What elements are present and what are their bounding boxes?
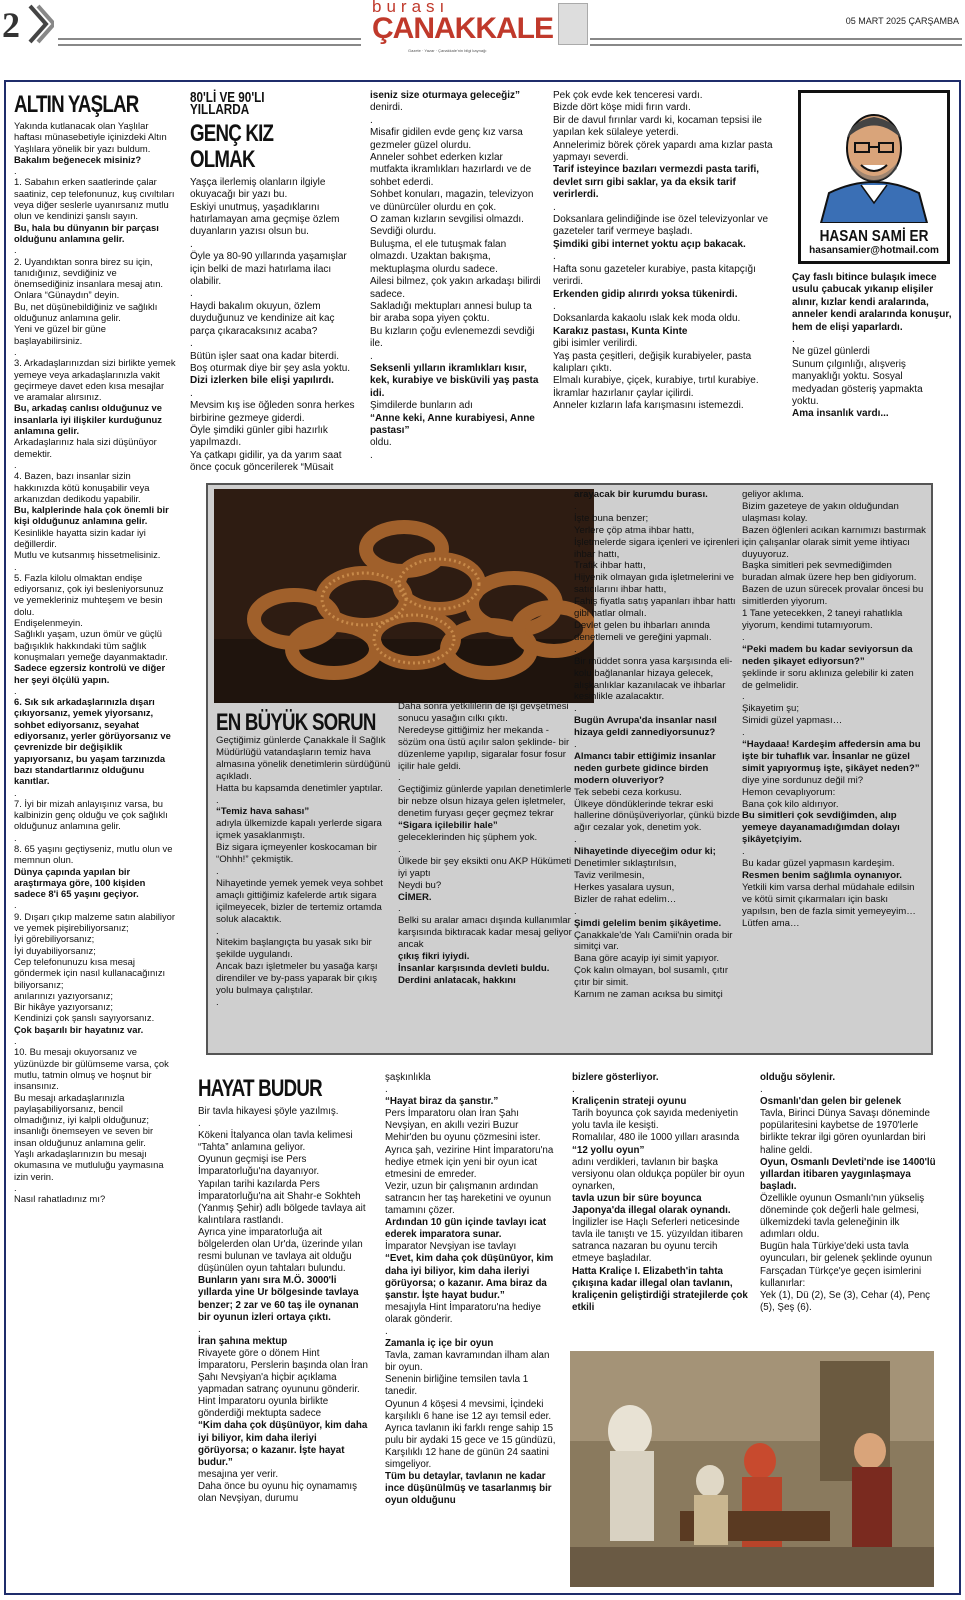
text-line: “Kim daha çok düşünüyor, kim daha iyi biliyor, kim daha ileriyi görüyorsa; o kazanır. İşte hayat budur.” (198, 1420, 368, 1468)
tavla-col-d (760, 1072, 936, 1314)
text-line: Ayrıca tavlanın iki farklı renge sahip 15 pulu bir aydaki 15 gece ve 15 gündüzü, (385, 1422, 556, 1446)
text-line: Arkadaşlarınız hala sizi düşünüyor demektir. (14, 436, 157, 459)
text-line: Osmanlı'dan gelen bir gelenek (760, 1096, 902, 1108)
text-line: Ülkeye döndüklerinde tekrar eski hallerine dönüşüveriyorlar, çünkü bizde ağır cezalar yok, denetim yok. (574, 798, 740, 834)
text-line: Bu, hala bu dünyanın bir parçası olduğunu anlamına gelir. (14, 221, 159, 244)
text-line: Yaş pasta çeşitleri, değişik kurabiyeler, pasta kalıpları çıktı. (553, 350, 752, 374)
text-line: Bu kızların çoğu evlenemezdi sevdiği ile. (370, 325, 535, 350)
text-line: Bütün işler saat ona kadar biterdi. (190, 350, 339, 362)
text-line: 9. Dışarı çıkıp malzeme satın alabiliyor ve yemek pişirebiliyorsanız; (14, 910, 175, 934)
text-line: Çay faslı bitince bulaşık imece usulu çabucak yıkanıp elişiler alınır, kızlar kendi aralarında, anneler kendi aralarında konuşur, hem de elişi yaparlardı. (792, 272, 952, 333)
tavla-painting (570, 1351, 934, 1587)
text-line: Hint İmparatoru oyunla birlikte gönderdiği mektupta sadece (198, 1396, 329, 1420)
text-line: Başka simitleri pek sevmediğimden buradan almak üzere hep ben gidiyorum. (742, 560, 917, 584)
text-line: Karakız pastası, Kunta Kinte (553, 325, 688, 337)
text-line: Kökeni İtalyanca olan tavla kelimesi “Tahta” anlamına geliyor. (198, 1130, 353, 1154)
text-line: . (742, 846, 745, 858)
text-line: çıkış fikri iyiydi. (398, 951, 470, 963)
text-line: İyi duyabiliyorsanız; (14, 944, 96, 956)
text-line: Yapılan tarihi kazılarda Pers İmparatorluğu'na ait Shahr-e Sokhteh (Yanmış Şehir) adlı bölgede tavlaya ait kalıntılara rastlandı. (198, 1178, 366, 1226)
text-line: Kraliçenin strateji oyunu (572, 1096, 687, 1108)
text-line: 8. 65 yaşını geçtiyseniz, mutlu olun ve memnun olun. (14, 843, 173, 866)
text-line: Daha sonra yetkililerin de işi gevşetmesi sonucu yasağın cılkı çıktı. (398, 701, 569, 724)
text-line: Şimdilerde bunların adı (370, 400, 473, 412)
text-line: İyi görebiliyorsanız; (14, 933, 95, 945)
text-line: gibi isimler verilirdi. (553, 338, 638, 350)
text-line: anılarınızı yazıyorsanız; (14, 989, 114, 1001)
text-line: . (574, 643, 577, 655)
logo-portrait-icon (558, 3, 588, 45)
article-title: ALTIN YAŞLAR (14, 91, 139, 118)
text-line: . (574, 739, 577, 751)
text-line: . (14, 684, 17, 696)
text-line: Karşılıklı 12 hane de günün 24 saatini simgeliyor. (385, 1446, 549, 1470)
text-line: Taviz verilmesin, (574, 870, 645, 881)
tavla-col-c (572, 1072, 748, 1314)
text-line: . (398, 903, 401, 915)
text-line: . (398, 772, 401, 784)
text-line: 5. Fazla kilolu olmaktan endişe ediyorsanız, çok iyi besleniyorsunuz ve yemekleriniz muhteşem ve besin dolu. (14, 571, 164, 617)
text-line: . (198, 1118, 201, 1130)
text-line: Bugün Avrupa'da insanlar nasıl hizaya geldi zannediyorsunuz? (574, 715, 717, 739)
text-line: Mevsim kış ise öğleden sonra herkes birbirine gezmeye giderdi. (190, 400, 355, 424)
text-line: 3. Arkadaşlarınızdan sizi birlikte yemek yemeye veya arkadaşlarınızla vakit geçirmeye davet eden kısa mesajlar ve aramalar alırsınız. (14, 357, 176, 403)
text-line: Dünya çapında yapılan bir araştırmaya göre, 100 kişiden sadece 8'i 65 yaşını geçiyor. (14, 865, 146, 900)
text-line: Şimdiki gibi internet yoktu açıp bakacak. (553, 238, 746, 250)
text-line: . (742, 631, 745, 643)
text-line: Neydi bu? (398, 879, 442, 891)
text-line: . (190, 288, 193, 300)
text-line: Bu, net düşünebildiğiniz ve sağlıklı olduğunuz anlamına gelir. (14, 300, 158, 324)
text-line: Oyunun geçmişi ise Pers İmparatorluğu'na dayanıyor. (198, 1154, 320, 1178)
text-line: Ya çatkapı gidilir, ya da yarım saat önce çocuk göncerilerek “Müsait (190, 449, 342, 474)
text-line: Zamanla iç içe bir oyun (385, 1338, 494, 1350)
text-line: . (385, 1325, 388, 1337)
text-line: Nihayetinde diyeceğim odur ki; (574, 846, 716, 858)
text-line: Sevdiği olurdu. (370, 226, 437, 238)
text-line: Bir müddet sonra yasa karşısında eli-kolu bağlananlar hizaya gelecek, alışkanlıklar kazanılacak ve ihbarlar kesinlikle azalacaktır. (574, 655, 733, 703)
text-line: Yaşça ilerlemiş olanların ilgiyle okuyacağı bir yazı bu. (190, 176, 326, 201)
text-line: Sağlıklı yaşam, uzun ömür ve güçlü bağışıklık hakkındaki tüm sağlık konuşmaları yemeğe dayanmaktadır. (14, 628, 168, 662)
gray-col-b (398, 701, 576, 987)
text-line: Mutlu ve kutsanmış hissetmelisiniz. (14, 549, 161, 561)
text-line: Herkes yasalara uysun, (574, 881, 675, 893)
text-line: 2. Uyandıktan sonra birez su için, tanıdığınız, sevdiğiniz ve önemsediğiniz insanlara mesaj atın. (14, 255, 164, 290)
text-line: “Hayat biraz da şanstır.” (385, 1096, 499, 1108)
text-line: 6. Sık sık arkadaşlarınızla dışarı çıkıyorsanız, yemek yiyorsanız, sohbet ediyorsanız, seyahat ediyorsanız, yerler görüyorsanız ve çevrenizde bir değişiklik yapıyorsanız, bu yaşam tarzınızda bazı standartlarınız olduğunu kanıtlar. (14, 696, 171, 787)
newspaper-logo[interactable]: ÇANAKKALE (372, 12, 553, 45)
text-line: Belki su aralar amacı dışında kullanımlar karşısında biktıracak kadar mesaj geliyor ancak (398, 915, 572, 951)
text-line: Ancak bazı işletmeler bu yasağa karşı direndiler ve by-pass yaparak bir çıkış yolu bulmaya çalıştılar. (216, 961, 378, 997)
text-line: 1. Sabahın erken saatlerinde çalar saatiniz, cep telefonunuz, kuş cıvıltıları veya diğer seslerle uyanırsanız mutlu olun ve kendinizi şanslı sayın. (14, 176, 175, 222)
text-line: Erkenden gidip alırırdı yoksa tükenirdi. (553, 288, 738, 300)
text-line: Seksenli yılların ikramlıkları kısır, kek, kurabiye ve bisküvili yaş pasta idi. (370, 362, 539, 399)
text-line: Öyle ya 80-90 yıllarında yaşamışlar için belki de mazi hatırlama ilacı olabilir. (190, 251, 347, 288)
text-line: “12 yollu oyun” (572, 1144, 645, 1156)
text-line: Daha önce bu oyunu hiç oynamamış olan Nevşiyan, durumu (198, 1480, 358, 1504)
text-line: Sadece egzersiz kontrolü ve diğer her şeyi ölçülü yapın. (14, 662, 166, 685)
text-line: Bana göre acayip iyi simit yapıyor. (574, 953, 720, 965)
text-line: Simidi güzel yapması… (742, 715, 843, 727)
article-title: EN BÜYÜK SORUN (216, 709, 376, 736)
text-line: Eskiyi unutmuş, yaşadıklarını hatırlamayan ama geçmişe özlem duyanların yazısı olsun bu. (190, 201, 340, 238)
text-line: Biz sigara içmeyenler koskocaman bir “Ohhh!” çekmiştik. (216, 842, 378, 866)
text-line: Derdini anlatacak, hakkını (398, 974, 516, 986)
text-line: şeklinde ir soru aklınıza gelebilir ki zaten de gelmelidir. (742, 667, 914, 691)
text-line: . (14, 899, 17, 911)
text-line: Bu simitleri çok sevdiğimden, alıp yemeye dayanamadığımdan dolayı şikâyetçiyim. (742, 810, 900, 846)
gray-col-a (216, 735, 392, 1009)
simit-photo (214, 489, 594, 703)
text-line: . (198, 1323, 201, 1335)
header-rule-left (58, 38, 361, 46)
text-line: Hatta bu kapsamda denetimler yaptılar. (216, 782, 383, 794)
text-line: Ama insanlık vardı... (792, 408, 889, 420)
text-line: . (14, 345, 17, 357)
author-portrait (801, 93, 947, 223)
text-line: Denetimler sıklaştırılsın, (574, 858, 677, 870)
text-line: Bu, arkadaş canlısı olduğunuz ve insanlarla iyi ilişkiler kurduğunuz anlamına gelir. (14, 402, 162, 437)
text-line: Sohbet konuları, magazin, televizyon ve dünürcüler olurdu en çok. (370, 189, 534, 213)
text-line: 1 Tane yetecekken, 2 taneyi rahatlıkla yiyorum, kendimi tutamıyorum. (742, 608, 903, 631)
text-line: Ayrıca şah, vezirine Hint İmparatoru'na hediye etmek için yeni bir oyun icat etmesini de emreder. (385, 1144, 554, 1180)
text-line: Elmalı kurabiye, çiçek, kurabiye, tırtıl kurabiye. (553, 375, 759, 387)
text-line: Boş oturmak diye bir şey asla yoktu. (190, 362, 351, 374)
text-line: Çanakkale'de Yalı Camii'nin orada bir simitçi var. (574, 929, 733, 953)
text-line: . (14, 1035, 17, 1047)
text-line: Şikayetim şu; (742, 703, 800, 715)
text-line: “Anne keki, Anne kurabiyesi, Anne pastası” (370, 412, 535, 436)
issue-date: 05 MART 2025 ÇARŞAMBA (845, 16, 959, 26)
text-line: . (216, 794, 219, 806)
text-line: Senenin birliğine temsilen tavla 1 tanedir. (385, 1374, 529, 1398)
text-line: Doksanlarda kakaolu ıslak kek moda oldu. (553, 313, 741, 325)
text-line: . (14, 165, 17, 177)
text-line: Hemon cevaplıyorum: (742, 786, 836, 798)
text-line: “Temiz hava sahası” (216, 806, 310, 818)
text-line: Bazen de uzun sürecek provalar öncesi bu simitlerden yiyorum. (742, 584, 924, 608)
text-line: Annelerimiz börek çörek yapardı ama kızlar pasta yapmayı severdi. (553, 139, 773, 164)
text-line: tavla uzun bir süre boyunca Japonya'da illegal olarak oynandı. (572, 1192, 731, 1217)
text-line: Hafta sonu gazeteler kurabiye, pasta kitapçığı verirdi. (553, 263, 756, 288)
article-title: GENÇ KIZ OLMAK (190, 119, 274, 173)
text-line: Kesinlikle hayatta sizin kadar iyi değillerdir. (14, 526, 146, 549)
text-line: Anneler sohbet ederken kızlar mutfakta ikramlıkları hazırlardı ve de sohbet ederdi. (370, 152, 532, 188)
text-line: Kendinizi çok şanslı sayıyorsanız. (14, 1012, 155, 1024)
text-line: “Evet, kim daha çok düşünüyor, kim daha iyi biliyor, kim daha ileriyi görüyorsa; o kazanır. Ama biraz da şanstır. İşte hayat budur.” (385, 1253, 554, 1301)
gray-col-c (574, 489, 744, 1001)
text-line: Bunların yanı sıra M.Ö. 3000'li yıllarda yine Ur bölgesinde tavlaya benzer; 2 zar ve 60 taş ile oynanan bir oyunun izleri ortaya çıktı. (198, 1275, 359, 1323)
text-line: Bu mesajı arkadaşlarınızla paylaşabiliyorsanız, bencil olmadığınız, iyi kalpli olduğunuz; insanlığı önemseyen ve seven bir insan olduğunuz anlamına gelir. (14, 1091, 154, 1148)
text-line: Çok başarılı bir hayatınız var. (14, 1023, 144, 1035)
article-en-buyuk-sorun (206, 483, 933, 1055)
text-line: Oyunun 4 köşesi 4 mevsimi, İçindeki karşılıklı 6 hane ise 12 ayı temsil eder. (385, 1398, 552, 1422)
text-line: . (760, 1084, 763, 1096)
text-line: CİMER. (398, 891, 432, 903)
article-kicker: 80'Lİ VE 90'LI YILLARDA (190, 89, 265, 119)
text-line: . (574, 834, 577, 846)
text-line: Tavla, zaman kavramından ilham alan bir oyun. (385, 1350, 550, 1374)
text-line: . (792, 334, 795, 346)
article-hayat-budur (198, 1076, 370, 1505)
text-line: 4. Bazen, bazı insanlar sizin hakkınızda kötü konuşabilir veya arkanızdan dedikodu yapabilir. (14, 470, 150, 504)
text-line: . (742, 727, 745, 739)
text-line: “Peki madem bu kadar seviyorsun da neden şikayet ediyorsun?” (742, 643, 913, 667)
text-line: Yetkili kim varsa derhal müdahale edilsin ve kötü simit çıkarmaları için baskı yapılsın, ben de fazla simit yemeyeyim… (742, 881, 916, 917)
masthead (0, 0, 965, 80)
author-box (798, 90, 950, 264)
text-line: Romalılar, 480 ile 1000 yılları arasında (572, 1132, 740, 1144)
text-line: Bazen öğlenleri acıkan karnımızı bastırmak için çalışanlar olarak simit yeme ihtiyacı duyuyoruz. (742, 524, 926, 560)
text-line: Ailesi bilmez, çok yakın arkadaşı bilirdi sadece. (370, 276, 541, 300)
text-line: mesajıyla Hint İmparatoru'na hediye olarak gönderir. (385, 1301, 541, 1325)
text-line: . (398, 843, 401, 855)
article-continued-col3 (370, 90, 542, 462)
text-line: . (553, 300, 556, 312)
text-line: Lütfen ama… (742, 917, 800, 929)
text-line: Fahiş fiyatla satış yapanları ihbar hattı gibi hatlar olmalı. (574, 596, 736, 620)
text-line: Ardından 10 gün içinde tavlayı icat ederek imparatora sunar. (385, 1217, 547, 1241)
text-line: Nasıl rahatladınız mı? (14, 1193, 106, 1205)
text-line: Bu kadar güzel yapmasın kardeşim. (742, 858, 895, 870)
text-line: Endişelenmeyin. (14, 617, 83, 629)
text-line: . (370, 449, 373, 461)
text-line: Pek çok evde kek tenceresi vardı. (553, 90, 703, 101)
article-title: HAYAT BUDUR (198, 1075, 322, 1102)
text-line: adını verdikleri, tavlanın bir başka versiyonu olan oldukça popüler bir oyun oynarken, (572, 1156, 745, 1192)
text-line: Yaşlı arkadaşlarınızın bu mesajı okumasına ve mutluluğu yaymasına izin verin. (14, 1148, 164, 1182)
text-line: . (742, 691, 745, 703)
text-line: Tarif isteyince bazıları vermezdi pasta tarifi, devlet sırrı gibi saklar, ya da eksik tarif verirlerdi. (553, 164, 760, 201)
text-line: . (14, 458, 17, 470)
text-line: Devlet gelen bu ihbarları anında denetlemeli ve gereğini yapmalı. (574, 619, 712, 643)
text-line: . (370, 114, 373, 126)
text-line: Sakladığı mektupları annesi bulup ta bir araba sopa yiyen çoktu. (370, 300, 532, 325)
text-line: İkramlar hazırlanır çaylar içilirdi. (553, 387, 694, 399)
text-line: İmparator Nevşiyan ise tavlayı (385, 1241, 517, 1253)
text-line: “Haydaaa! Kardeşim affedersin ama bu işte bir tuhaflık var. İnsanlar ne güzel simit yapıyormuş işte, şikâyet neden?” (742, 739, 921, 774)
text-line: . (370, 350, 373, 362)
text-line: . (574, 500, 577, 512)
logo-top-text: burası (372, 0, 450, 16)
text-line: Yeni ve güzel bir güne başlayabilirsiniz. (14, 323, 106, 346)
text-line: . (14, 1181, 17, 1193)
text-line: . (385, 1084, 388, 1096)
text-line: Yakında kutlanacak olan Yaşlılar haftası münasebetiyle içinizdeki Altın Yaşlılara yönelik bir yazı buldum. (14, 120, 167, 154)
text-line: Misafir gidilen evde genç kız varsa gezmeler güzel olurdu. (370, 127, 523, 151)
text-line: . (14, 560, 17, 572)
text-line: Tavla, Birinci Dünya Savaşı döneminde popülaritesini kaybetse de 1970'lerle birlikte tekrar ilgi gören oyunlardan biri haline geldi. (760, 1108, 930, 1156)
text-line: . (574, 703, 577, 715)
text-line: arayacak bir kurumdu burası. (574, 489, 708, 500)
text-line: adıyla ülkemizde kapalı yerlerde sigara içmek yasaklanmıştı. (216, 818, 382, 842)
text-line: Cep telefonunuzu kısa mesaj göndermek için nasıl kullanacağınızı biliyorsanız; (14, 955, 166, 990)
text-line: “Sigara içilebilir hale” (398, 820, 498, 832)
text-line: 7. İyi bir mizah anlayışınız varsa, bu kalbinizin genç olduğu ve çok sağlıklı olduğunuz anlamına gelir. (14, 797, 168, 832)
logo-tagline: Gazete · Yazar · Çanakkale'nin bilgi kaynağı (408, 48, 487, 53)
text-line: mesajına yer verir. (198, 1468, 279, 1480)
chevron-right-icon (26, 2, 54, 46)
text-line: . (216, 996, 219, 1008)
author-name: HASAN SAMİ ER (819, 228, 929, 245)
text-line: Bizde dört köşe midi fırın vardı. (553, 102, 691, 114)
text-line: . (553, 251, 556, 263)
text-line: Bakalım beğenecek misiniz? (14, 153, 142, 165)
text-line: Rivayete göre o dönem Hint İmparatoru, Perslerin başında olan İran Şahı Nevşiyan'a hiçbir açıklama yapmadan satranç oyununu gönderir. (198, 1347, 368, 1396)
text-line: Yerlere çöp atma ihbar hattı, (574, 524, 695, 536)
page-number: 2 (2, 5, 20, 45)
text-line: İngilizler ise Haçlı Seferleri neticesinde tavla ile tanıştı ve 15. yüzyıldan itibaren satranca nazaran bu oyunu tercih etmeye başladılar. (572, 1217, 743, 1265)
text-line: olduğu söylenir. (760, 1072, 836, 1083)
text-line: Bir hikâye yazıyorsanız; (14, 1001, 113, 1013)
text-line: iseniz size oturmaya geleceğiz” (370, 90, 521, 101)
text-line: . (190, 338, 193, 350)
article-continued-col5 (792, 272, 952, 421)
article-continued-col4 (553, 90, 779, 413)
text-line: . (190, 238, 193, 250)
text-line: . (216, 865, 219, 877)
text-line: diye yine sordunuz değil mi? (742, 774, 864, 786)
text-line: Hatta Kraliçe I. Elizabeth'in tahta çıkışına kadar illegal olan tavlanın, kraliçenin geliştirdiği stratejilerde çok etkili (572, 1265, 748, 1313)
header-rule-right (590, 38, 962, 46)
text-line: Dizi izlerken bile elişi yapılırdı. (190, 375, 334, 387)
text-line: Anneler kızların lafa karışmasını istemezdi. (553, 400, 744, 412)
text-line: Nihayetinde yemek yemek veya sohbet amaçlı gittiğimiz kafelerde artık sigara içilmeyecek, bizler de tertemiz ortamda soluk alacaktık. (216, 877, 383, 925)
text-line: . (14, 831, 17, 843)
text-line: Sunum çılgınlığı, alışveriş manyaklığı yoktu. Sosyal medyadan gösteriş yapmakta yoktu. (792, 358, 923, 408)
text-line: Yek (1), Dü (2), Se (3), Cehar (4), Penç (5), Şeş (6). (760, 1289, 931, 1313)
text-line: geleceklerinden hiç şüphem yok. (398, 831, 538, 843)
text-line: . (14, 786, 17, 798)
text-line: İşte buna benzer; (574, 512, 649, 524)
text-line: Resmen benim sağlımla oynanıyor. (742, 870, 902, 881)
text-line: Haydi bakalım okuyun, özlem duyduğunuz ve kendinize ait kaç parça çıkaracaksınız acaba? (190, 300, 335, 337)
text-line: İşletmelerde sigara içenleri ve içirenleri ihbar hattı, (574, 536, 740, 560)
text-line: Doksanlara gelindiğinde ise özel televizyonlar ve gazeteler tarif vermeye başladı. (553, 214, 769, 238)
tavla-col-b (385, 1072, 561, 1507)
text-line: Neredeyse gittiğimiz her mekanda - sözüm ona üstü açılır salon şeklinde- bir düzenleme yapılıp, sigaralar fosur fosur içilir hale geldi. (398, 724, 570, 772)
text-line: Trafik ihbar hattı, (574, 560, 646, 572)
text-line: . (14, 244, 17, 256)
text-line: O zaman kızların sevgilisi olmazdı. (370, 214, 524, 226)
text-line: Özellikle oyunun Osmanlı'nın yükseliş döneminde çok değerli hale gelmesi, ülkemizdeki tavla geleneğinin ilk adımları oldu. (760, 1192, 925, 1241)
text-line: Oyun, Osmanlı Devleti'nde ise 1400'lü yıllardan itibaren yaygınlaşmaya başladı. (760, 1156, 936, 1192)
text-line: Geçtiğimiz günlerde Çanakkale İl Sağlık Müdürlüğü vatandaşların temiz hava almasına yönelik denetimlerin sürdüğünü açıkladı. (216, 735, 391, 782)
text-line: Bir tavla hikayesi şöyle yazılmış. (198, 1106, 339, 1117)
text-line: bizlere gösterliyor. (572, 1072, 659, 1083)
article-genc-kiz-olmak (190, 89, 360, 475)
text-line: . (190, 387, 193, 399)
text-line: Hijyenik olmayan gıda işletmelerini ve satıcılarını ihbar hattı, (574, 572, 734, 596)
text-line: Geçtiğimiz günlerde yapılan denetimlerle bir nebze olsun hizaya gelen işletmeler, denetim furyası geçer geçmez tekrar (398, 784, 572, 820)
text-line: . (572, 1084, 575, 1096)
text-line: Karnım ne zaman acıksa bu simitçi (574, 989, 723, 1001)
text-line: Ülkede bir şey eksikti onu AKP Hükümeti iyi yaptı (398, 855, 572, 879)
text-line: . (553, 201, 556, 213)
text-line: Tarih boyunca çok sayıda medeniyetin yolu tavla ile kesişti. (572, 1108, 739, 1132)
text-line: Bugün hala Türkiye'deki usta tavla oyuncuları, bir gelenek şeklinde oyunun Farsçadan Türkçe'ye geçen isimlerini kullanırlar: (760, 1241, 933, 1289)
text-line: Bir de davul fırınlar vardı ki, kocaman tepsisi ile yapılan kek sülaleye yeterdi. (553, 114, 762, 139)
text-line: Bizler de rahat edelim… (574, 893, 677, 905)
text-line: geliyor aklıma. (742, 489, 804, 500)
text-line: denirdi. (370, 102, 403, 114)
text-line: Vezir, uzun bir çalışmanın ardından satrancın her taş hareketini ve oyunun tamamını çözer. (385, 1180, 552, 1217)
text-line: oldu. (370, 437, 392, 449)
text-line: İnsanlar karşısında devleti buldu. (398, 962, 550, 974)
author-email[interactable]: hasansamier@hotmail.com (809, 245, 939, 256)
text-line: Buluşma, el ele tutuşmak falan olmazdı. Uzaktan bakışma, mektuplaşma olurdu sadece. (370, 238, 507, 275)
text-line: Tüm bu detaylar, tavlanın ne kadar ince düşünülmüş ve tasarlanmış bir oyun olduğunu (385, 1471, 552, 1507)
text-line: Nitekim başlangıçta bu yasak sıkı bir şekilde uygulandı. (216, 937, 372, 961)
text-line: Çok kalın olmayan, bol susamlı, çıtır çıtır bir simit. (574, 965, 729, 989)
text-line: . (574, 905, 577, 917)
text-line: Pers İmparatoru olan İran Şahı Nevşiyan, en akıllı veziri Buzur Mehir'den bu oyunu çözmesini ister. (385, 1108, 541, 1144)
text-line: Onlara “Günaydın” deyin. (14, 289, 120, 301)
text-line: şaşkınlıkla (385, 1072, 431, 1083)
gray-col-d (742, 489, 926, 930)
text-line: Ayrıca yine imparatorluğa ait bölgelerden olan Ur'da, üzerinde yılan resmi bulunan ve tavlaya ait olduğu düşünülen oyun tahtaları bulundu. (198, 1226, 363, 1275)
text-line: Tek sebebi ceza korkusu. (574, 786, 682, 798)
text-line: Ne güzel günlerdi (792, 346, 870, 358)
text-line: . (216, 925, 219, 937)
text-line: Öyle şimdiki günler gibi hazırlık yapılmazdı. (190, 424, 328, 449)
text-line: Almancı tabir ettiğimiz insanlar neden gurbete gidince birden modern oluveriyor? (574, 750, 716, 786)
article-altin-yaslar (14, 92, 176, 1205)
text-line: 10. Bu mesajı okuyorsanız ve yüzünüzde bir gülümseme varsa, çok mutlu, tatmin olmuş ve hoşnut bir insansınız. (14, 1046, 169, 1092)
text-line: Bizim gazeteye de yakın olduğundan ulaşması kolay. (742, 500, 899, 524)
text-line: Şimdi gelelim benim şikâyetime. (574, 917, 722, 929)
text-line: İran şahına mektup (198, 1335, 288, 1347)
text-line: Bana çok kilo aldırıyor. (742, 798, 839, 810)
text-line: Bu, kalplerinde hala çok önemli bir kişi olduğunuz anlamına gelir. (14, 504, 169, 527)
